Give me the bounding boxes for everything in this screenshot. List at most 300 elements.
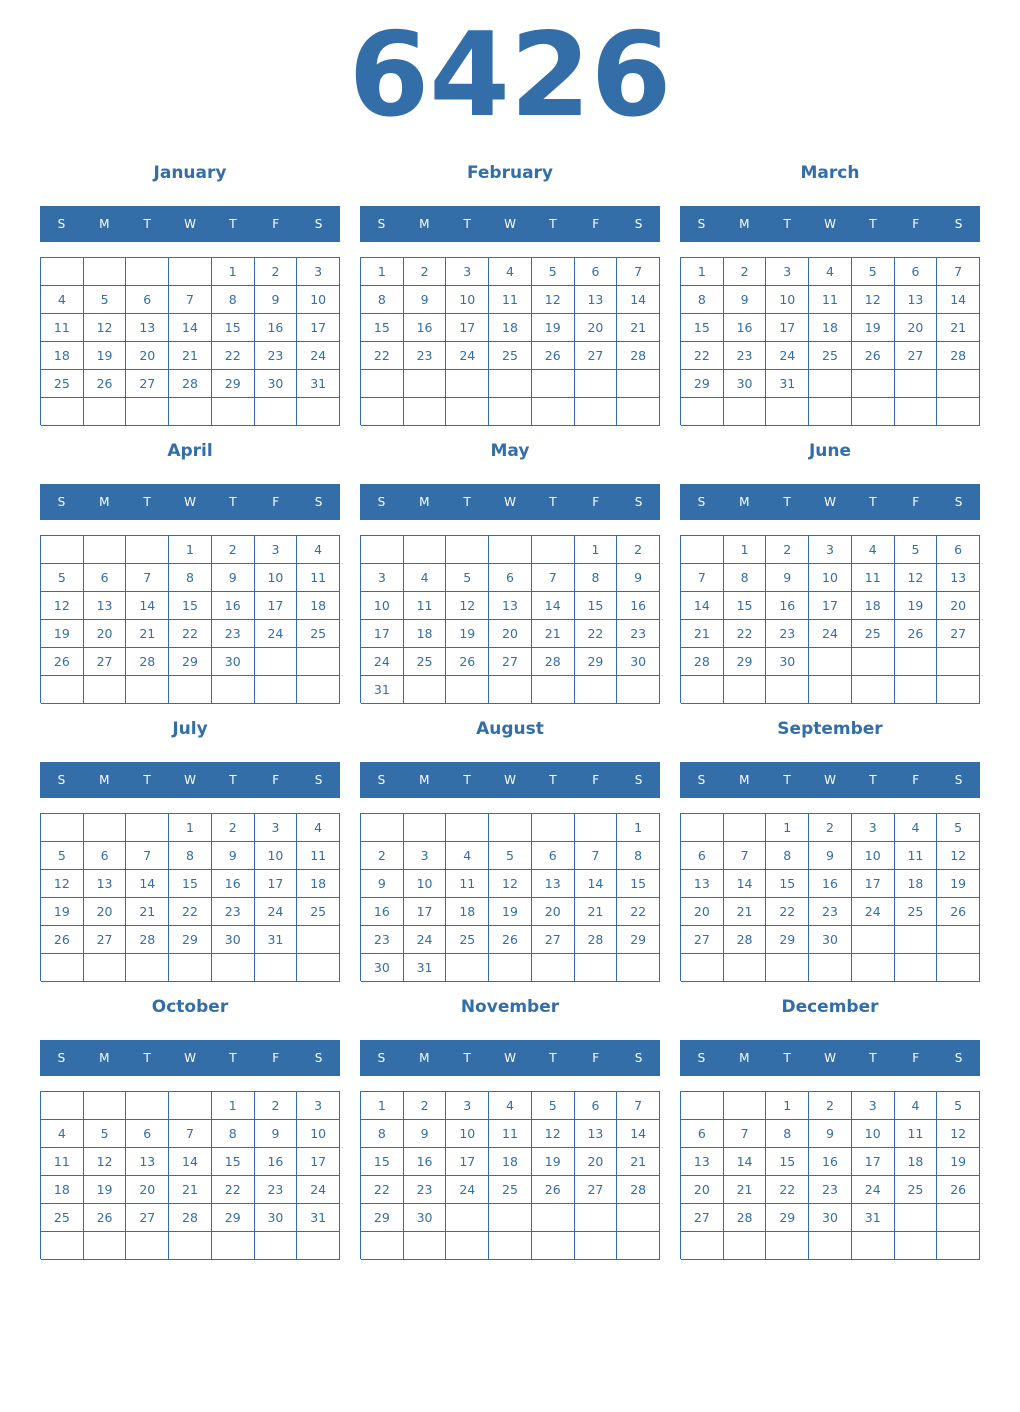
day-cell: 10 [255, 842, 298, 870]
day-cell: 29 [724, 648, 767, 676]
day-cell: 15 [575, 592, 618, 620]
month-name: December [781, 997, 879, 1017]
day-cell: 14 [937, 286, 980, 314]
empty-day-cell [937, 676, 980, 704]
empty-day-cell [126, 954, 169, 982]
day-cell: 28 [532, 648, 575, 676]
weekday-header: F [592, 1051, 600, 1065]
empty-day-cell [575, 1232, 618, 1260]
day-cell: 12 [937, 842, 980, 870]
day-cell: 31 [852, 1204, 895, 1232]
empty-day-cell [532, 1232, 575, 1260]
day-cell: 12 [489, 870, 532, 898]
empty-day-cell [766, 1232, 809, 1260]
day-cell: 18 [446, 898, 489, 926]
day-cell: 31 [361, 676, 404, 704]
day-cell: 12 [852, 286, 895, 314]
empty-day-cell [404, 398, 447, 426]
day-cell: 10 [852, 1120, 895, 1148]
day-cell: 27 [532, 926, 575, 954]
weekday-header: F [272, 1051, 280, 1065]
day-cell: 9 [361, 870, 404, 898]
day-cell: 24 [446, 1176, 489, 1204]
day-cell: 30 [617, 648, 660, 676]
weekday-header: T [783, 495, 791, 509]
empty-day-cell [169, 258, 212, 286]
day-cell: 29 [169, 926, 212, 954]
weekday-header: M [739, 773, 750, 787]
day-cell: 5 [852, 258, 895, 286]
day-cell: 22 [169, 898, 212, 926]
day-cell: 17 [297, 314, 340, 342]
day-cell: 29 [681, 370, 724, 398]
day-cell: 24 [446, 342, 489, 370]
day-cell: 18 [895, 1148, 938, 1176]
day-cell: 2 [404, 1092, 447, 1120]
day-cell: 11 [489, 286, 532, 314]
day-cell: 20 [937, 592, 980, 620]
day-cell: 15 [169, 870, 212, 898]
weekday-header: M [739, 1051, 750, 1065]
day-cell: 1 [361, 258, 404, 286]
empty-day-cell [895, 676, 938, 704]
empty-day-cell [489, 1232, 532, 1260]
day-cell: 29 [169, 648, 212, 676]
empty-day-cell [809, 676, 852, 704]
day-cell: 10 [255, 564, 298, 592]
weekday-header: S [314, 773, 323, 787]
day-cell: 7 [126, 842, 169, 870]
day-cell: 2 [766, 536, 809, 564]
day-cell: 9 [809, 1120, 852, 1148]
empty-day-cell [895, 398, 938, 426]
weekday-header: S [634, 495, 643, 509]
day-cell: 14 [126, 870, 169, 898]
day-cell: 10 [297, 1120, 340, 1148]
empty-day-cell [255, 398, 298, 426]
empty-day-cell [404, 676, 447, 704]
weekday-header: T [143, 773, 151, 787]
day-cell: 20 [126, 1176, 169, 1204]
empty-day-cell [212, 398, 255, 426]
day-cell: 16 [255, 314, 298, 342]
weekday-header: W [824, 495, 836, 509]
day-cell: 6 [575, 1092, 618, 1120]
day-cell: 3 [809, 536, 852, 564]
empty-day-cell [489, 370, 532, 398]
empty-day-cell [41, 1092, 84, 1120]
day-cell: 22 [212, 342, 255, 370]
day-cell: 21 [126, 898, 169, 926]
empty-day-cell [852, 676, 895, 704]
weekday-header: F [912, 495, 920, 509]
day-cell: 22 [212, 1176, 255, 1204]
day-cell: 8 [681, 286, 724, 314]
empty-day-cell [489, 814, 532, 842]
weekday-header: T [143, 495, 151, 509]
day-cell: 7 [681, 564, 724, 592]
day-cell: 16 [255, 1148, 298, 1176]
day-cell: 22 [766, 898, 809, 926]
day-cell: 19 [84, 342, 127, 370]
day-cell: 24 [404, 926, 447, 954]
empty-day-cell [84, 536, 127, 564]
day-cell: 21 [617, 314, 660, 342]
empty-day-cell [617, 1204, 660, 1232]
day-cell: 29 [617, 926, 660, 954]
empty-day-cell [575, 814, 618, 842]
empty-day-cell [84, 258, 127, 286]
day-cell: 18 [41, 1176, 84, 1204]
weekday-header-row [40, 206, 340, 242]
weekday-header: S [377, 773, 386, 787]
day-cell: 2 [809, 814, 852, 842]
empty-day-cell [361, 370, 404, 398]
empty-day-cell [809, 648, 852, 676]
day-cell: 19 [41, 620, 84, 648]
day-cell: 28 [724, 926, 767, 954]
day-cell: 27 [895, 342, 938, 370]
day-cell: 7 [169, 1120, 212, 1148]
day-cell: 6 [575, 258, 618, 286]
day-cell: 10 [446, 1120, 489, 1148]
day-cell: 22 [724, 620, 767, 648]
month-name: June [808, 441, 852, 461]
weekday-header: S [634, 217, 643, 231]
day-grid [680, 535, 980, 703]
day-cell: 17 [255, 870, 298, 898]
weekday-header: W [504, 495, 516, 509]
month-name: September [777, 719, 883, 739]
day-cell: 6 [84, 842, 127, 870]
day-cell: 20 [126, 342, 169, 370]
day-cell: 16 [404, 1148, 447, 1176]
day-cell: 20 [489, 620, 532, 648]
day-cell: 30 [724, 370, 767, 398]
day-cell: 5 [489, 842, 532, 870]
empty-day-cell [895, 370, 938, 398]
day-cell: 9 [617, 564, 660, 592]
day-cell: 14 [617, 286, 660, 314]
day-cell: 24 [852, 1176, 895, 1204]
empty-day-cell [41, 676, 84, 704]
day-cell: 9 [724, 286, 767, 314]
day-cell: 24 [766, 342, 809, 370]
day-cell: 13 [575, 286, 618, 314]
day-cell: 17 [852, 870, 895, 898]
weekday-header: F [272, 773, 280, 787]
day-cell: 19 [895, 592, 938, 620]
weekday-header-row [680, 206, 980, 242]
day-cell: 7 [617, 258, 660, 286]
empty-day-cell [575, 1204, 618, 1232]
day-cell: 11 [895, 842, 938, 870]
day-cell: 15 [617, 870, 660, 898]
weekday-header: S [314, 1051, 323, 1065]
day-cell: 25 [297, 898, 340, 926]
day-cell: 1 [169, 536, 212, 564]
empty-day-cell [212, 676, 255, 704]
day-cell: 26 [532, 1176, 575, 1204]
day-grid [40, 535, 340, 703]
weekday-header: W [184, 495, 196, 509]
empty-day-cell [937, 954, 980, 982]
day-cell: 25 [446, 926, 489, 954]
day-cell: 8 [169, 842, 212, 870]
day-cell: 4 [895, 1092, 938, 1120]
day-cell: 18 [41, 342, 84, 370]
empty-day-cell [681, 676, 724, 704]
weekday-header: S [954, 495, 963, 509]
day-cell: 20 [575, 314, 618, 342]
weekday-header: S [314, 217, 323, 231]
weekday-header: M [99, 773, 110, 787]
empty-day-cell [852, 1232, 895, 1260]
empty-day-cell [41, 1232, 84, 1260]
day-cell: 28 [169, 1204, 212, 1232]
weekday-header: F [592, 773, 600, 787]
day-cell: 28 [617, 342, 660, 370]
day-cell: 21 [126, 620, 169, 648]
empty-day-cell [489, 1204, 532, 1232]
empty-day-cell [446, 398, 489, 426]
day-cell: 30 [255, 370, 298, 398]
day-cell: 10 [809, 564, 852, 592]
day-cell: 11 [895, 1120, 938, 1148]
day-cell: 22 [766, 1176, 809, 1204]
weekday-header: S [57, 773, 66, 787]
day-cell: 29 [766, 926, 809, 954]
day-cell: 1 [361, 1092, 404, 1120]
day-cell: 11 [404, 592, 447, 620]
day-cell: 3 [297, 1092, 340, 1120]
day-cell: 30 [809, 926, 852, 954]
day-cell: 24 [852, 898, 895, 926]
day-cell: 11 [297, 842, 340, 870]
day-cell: 27 [489, 648, 532, 676]
day-cell: 4 [297, 536, 340, 564]
day-cell: 26 [532, 342, 575, 370]
day-cell: 6 [937, 536, 980, 564]
day-cell: 13 [126, 1148, 169, 1176]
empty-day-cell [84, 954, 127, 982]
day-cell: 14 [575, 870, 618, 898]
empty-day-cell [404, 536, 447, 564]
day-cell: 30 [361, 954, 404, 982]
empty-day-cell [852, 648, 895, 676]
day-grid [680, 1091, 980, 1259]
day-cell: 23 [255, 1176, 298, 1204]
day-cell: 29 [212, 1204, 255, 1232]
empty-day-cell [212, 1232, 255, 1260]
day-cell: 11 [809, 286, 852, 314]
empty-day-cell [297, 648, 340, 676]
day-cell: 25 [489, 1176, 532, 1204]
day-cell: 16 [361, 898, 404, 926]
empty-day-cell [446, 1232, 489, 1260]
weekday-header-row [680, 484, 980, 520]
day-grid [40, 1091, 340, 1259]
day-cell: 28 [126, 926, 169, 954]
day-cell: 27 [84, 926, 127, 954]
day-cell: 29 [575, 648, 618, 676]
day-cell: 4 [895, 814, 938, 842]
day-cell: 25 [809, 342, 852, 370]
day-cell: 4 [41, 286, 84, 314]
empty-day-cell [446, 954, 489, 982]
empty-day-cell [809, 398, 852, 426]
day-cell: 6 [532, 842, 575, 870]
day-cell: 24 [255, 620, 298, 648]
day-cell: 20 [84, 620, 127, 648]
day-cell: 3 [404, 842, 447, 870]
empty-day-cell [84, 676, 127, 704]
day-cell: 13 [681, 870, 724, 898]
empty-day-cell [169, 954, 212, 982]
empty-day-cell [724, 954, 767, 982]
day-cell: 23 [809, 1176, 852, 1204]
day-cell: 2 [212, 536, 255, 564]
empty-day-cell [126, 676, 169, 704]
day-cell: 6 [126, 1120, 169, 1148]
weekday-header: T [549, 1051, 557, 1065]
weekday-header: T [549, 773, 557, 787]
day-cell: 24 [809, 620, 852, 648]
day-cell: 6 [681, 842, 724, 870]
empty-day-cell [361, 536, 404, 564]
weekday-header: S [377, 1051, 386, 1065]
day-cell: 22 [575, 620, 618, 648]
empty-day-cell [852, 370, 895, 398]
day-cell: 7 [575, 842, 618, 870]
weekday-header-row [360, 484, 660, 520]
empty-day-cell [84, 814, 127, 842]
empty-day-cell [84, 1092, 127, 1120]
day-cell: 7 [126, 564, 169, 592]
day-cell: 17 [446, 1148, 489, 1176]
day-cell: 22 [361, 342, 404, 370]
day-cell: 31 [766, 370, 809, 398]
empty-day-cell [532, 954, 575, 982]
empty-day-cell [446, 536, 489, 564]
month-name: October [151, 997, 229, 1017]
weekday-header: W [184, 1051, 196, 1065]
weekday-header: F [912, 773, 920, 787]
day-cell: 30 [404, 1204, 447, 1232]
day-cell: 18 [895, 870, 938, 898]
day-cell: 5 [41, 842, 84, 870]
day-cell: 13 [84, 870, 127, 898]
empty-day-cell [681, 1232, 724, 1260]
day-cell: 18 [852, 592, 895, 620]
day-cell: 13 [895, 286, 938, 314]
weekday-header: S [57, 1051, 66, 1065]
empty-day-cell [361, 398, 404, 426]
empty-day-cell [532, 676, 575, 704]
weekday-header: T [229, 217, 237, 231]
day-cell: 27 [84, 648, 127, 676]
day-cell: 14 [724, 870, 767, 898]
day-cell: 4 [489, 1092, 532, 1120]
empty-day-cell [895, 954, 938, 982]
day-cell: 7 [532, 564, 575, 592]
day-cell: 23 [404, 342, 447, 370]
day-cell: 3 [361, 564, 404, 592]
day-cell: 28 [681, 648, 724, 676]
day-cell: 14 [169, 1148, 212, 1176]
day-cell: 4 [489, 258, 532, 286]
day-cell: 19 [937, 870, 980, 898]
empty-day-cell [937, 398, 980, 426]
day-cell: 27 [575, 342, 618, 370]
day-cell: 18 [489, 314, 532, 342]
day-cell: 9 [766, 564, 809, 592]
day-cell: 30 [212, 926, 255, 954]
empty-day-cell [681, 814, 724, 842]
weekday-header: S [57, 495, 66, 509]
day-cell: 10 [297, 286, 340, 314]
empty-day-cell [255, 954, 298, 982]
day-cell: 14 [724, 1148, 767, 1176]
day-cell: 17 [297, 1148, 340, 1176]
day-cell: 14 [532, 592, 575, 620]
empty-day-cell [575, 398, 618, 426]
weekday-header: T [143, 217, 151, 231]
day-cell: 3 [297, 258, 340, 286]
day-cell: 18 [297, 870, 340, 898]
day-cell: 19 [532, 1148, 575, 1176]
month-name: July [172, 719, 208, 739]
weekday-header: W [824, 773, 836, 787]
day-cell: 19 [532, 314, 575, 342]
day-cell: 26 [852, 342, 895, 370]
empty-day-cell [212, 954, 255, 982]
day-cell: 21 [617, 1148, 660, 1176]
weekday-header: S [697, 773, 706, 787]
day-cell: 15 [766, 870, 809, 898]
weekday-header: W [504, 1051, 516, 1065]
weekday-header: T [549, 495, 557, 509]
day-cell: 21 [575, 898, 618, 926]
day-cell: 8 [575, 564, 618, 592]
weekday-header-row [680, 1040, 980, 1076]
empty-day-cell [404, 1232, 447, 1260]
day-cell: 16 [404, 314, 447, 342]
day-cell: 11 [852, 564, 895, 592]
day-cell: 25 [41, 370, 84, 398]
day-cell: 11 [446, 870, 489, 898]
day-cell: 11 [297, 564, 340, 592]
day-cell: 29 [766, 1204, 809, 1232]
day-cell: 15 [169, 592, 212, 620]
weekday-header: M [419, 217, 430, 231]
day-cell: 11 [41, 1148, 84, 1176]
day-cell: 17 [809, 592, 852, 620]
day-cell: 29 [361, 1204, 404, 1232]
day-cell: 2 [617, 536, 660, 564]
day-cell: 20 [84, 898, 127, 926]
day-cell: 15 [766, 1148, 809, 1176]
day-cell: 21 [937, 314, 980, 342]
empty-day-cell [126, 814, 169, 842]
empty-day-cell [809, 370, 852, 398]
day-cell: 13 [575, 1120, 618, 1148]
day-cell: 16 [809, 870, 852, 898]
day-cell: 15 [361, 314, 404, 342]
day-cell: 8 [361, 1120, 404, 1148]
empty-day-cell [41, 536, 84, 564]
day-cell: 24 [255, 898, 298, 926]
